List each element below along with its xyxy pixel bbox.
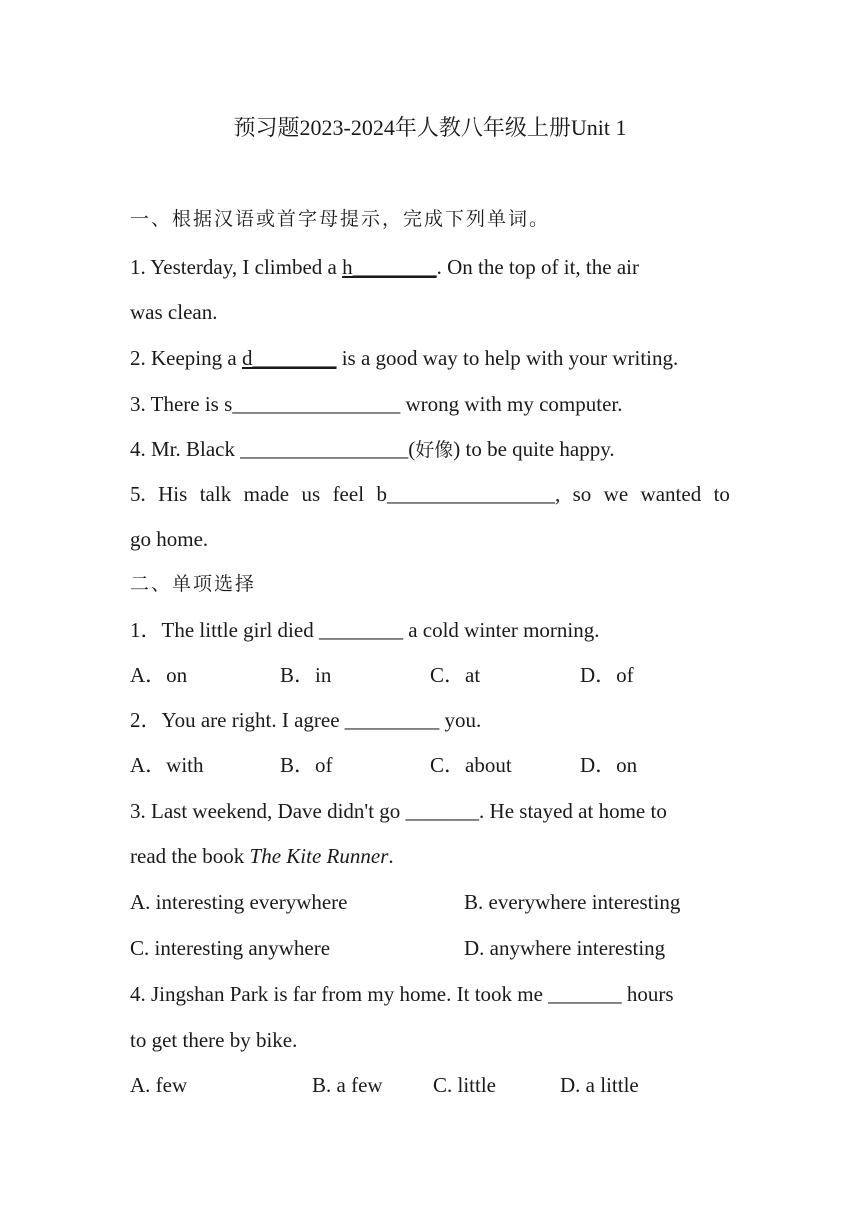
s2-q1-option-b[interactable]: B．in	[280, 663, 332, 687]
s1-question-1	[130, 254, 639, 280]
s1-q5-word: to	[713, 482, 730, 506]
s2-question-2: 2．You are right. I agree _________ you.	[130, 708, 482, 732]
s2-question-4: 4. Jingshan Park is far from my home. It took me _______ hours	[130, 982, 674, 1006]
s1-q5-continuation: go home.	[130, 527, 209, 551]
s2-q4-option-b[interactable]: B. a few	[312, 1073, 383, 1097]
s2-q2-option-b[interactable]: B．of	[280, 753, 333, 777]
s2-q2-option-a[interactable]: A．with	[130, 753, 204, 777]
s2-question-1: 1．The little girl died ________ a cold winter morning.	[130, 618, 600, 642]
s2-q4-option-c[interactable]: C. little	[433, 1073, 496, 1097]
s1-q5-word: talk	[199, 482, 232, 506]
s1-q5-word: us	[301, 482, 321, 506]
s1-q5-word: 5.	[130, 482, 146, 506]
s1-q4-post: ) to be quite happy.	[453, 437, 615, 461]
section1-heading: 一、根据汉语或首字母提示，完成下列单词。	[130, 208, 551, 230]
s2-question-3: 3. Last weekend, Dave didn't go _______. He stayed at home to	[130, 799, 667, 823]
s1-question-4	[130, 436, 615, 463]
s1-question-2	[130, 345, 678, 371]
s1-q5-word: we	[603, 482, 629, 506]
s2-q4-option-d[interactable]: D. a little	[560, 1073, 639, 1097]
page-title: 预习题2023-2024年人教八年级上册Unit 1	[233, 115, 627, 140]
s2-q2-option-c[interactable]: C．about	[430, 753, 512, 777]
s1-q1-pre: 1. Yesterday, I climbed a	[130, 255, 343, 279]
s1-q5-word: so	[572, 482, 592, 506]
s2-q3-book-title: The Kite Runner	[249, 844, 389, 868]
s1-q1-blank[interactable]: h________	[342, 255, 437, 279]
s1-q4-pre: 4. Mr. Black ________________(	[130, 437, 416, 461]
section2-heading: 二、单项选择	[130, 573, 257, 595]
s1-q1-continuation: was clean.	[130, 300, 218, 324]
s2-q3-cont-post: .	[388, 844, 394, 868]
s1-q5-word: wanted	[640, 482, 702, 506]
s1-q4-hint: 好像	[415, 439, 454, 461]
s2-q3-option-b[interactable]: B. everywhere interesting	[464, 890, 681, 914]
s1-question-3: 3. There is s________________ wrong with my computer.	[130, 392, 623, 416]
s1-q1-post: . On the top of it, the air	[436, 255, 639, 279]
s1-q5-blank[interactable]: b________________,	[376, 482, 561, 506]
s1-q2-pre: 2. Keeping a	[130, 346, 242, 370]
s1-q5-word: made	[243, 482, 290, 506]
s2-q3-option-a[interactable]: A. interesting everywhere	[130, 890, 348, 914]
s2-q1-option-d[interactable]: D．of	[580, 663, 634, 687]
s1-q2-blank[interactable]: d________	[241, 346, 337, 370]
s2-q4-continuation: to get there by bike.	[130, 1028, 298, 1052]
s2-q1-option-a[interactable]: A．on	[130, 663, 188, 687]
s2-q3-cont-pre: read the book	[130, 844, 250, 868]
s1-q2-post: is a good way to help with your writing.	[336, 346, 679, 370]
s1-question-5	[130, 481, 730, 507]
s2-q3-option-d[interactable]: D. anywhere interesting	[464, 936, 666, 960]
s1-q5-word: feel	[332, 482, 365, 506]
s2-q3-option-c[interactable]: C. interesting anywhere	[130, 936, 331, 960]
s1-q5-word: His	[158, 482, 188, 506]
s2-q2-option-d[interactable]: D．on	[580, 753, 638, 777]
s2-q3-continuation	[130, 843, 394, 869]
s2-q4-option-a[interactable]: A. few	[130, 1073, 188, 1097]
s2-q1-option-c[interactable]: C．at	[430, 663, 481, 687]
